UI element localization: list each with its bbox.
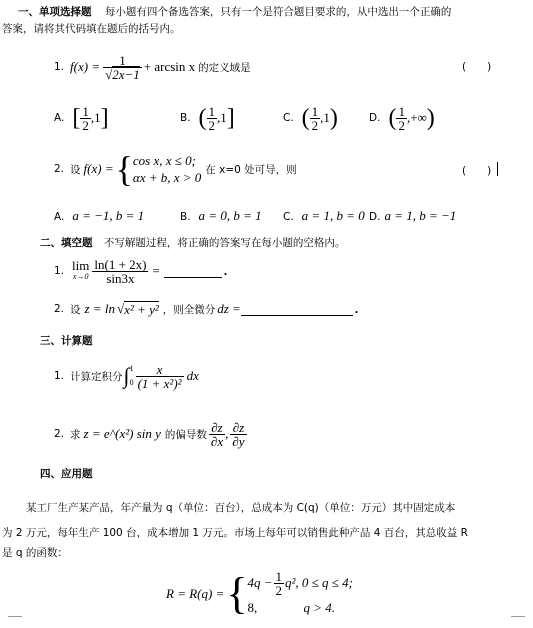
- section1-instruction: 每小题有四个备选答案，只有一个是符合题目要求的，从中选出一个正确的: [104, 6, 452, 18]
- question-suffix: 的定义域是: [198, 61, 251, 74]
- section2-title: 二、填空题: [40, 237, 93, 249]
- integral-upper: 1: [129, 364, 134, 373]
- application-line-1: 某工厂生产某产品，年产量为 q（单位：百台），总成本为 C(q)（单位：万元）其中固定成本: [26, 502, 456, 514]
- option-d: D. a = 1, b = −1: [369, 208, 457, 223]
- text-cursor: [497, 162, 498, 176]
- option-b: B. a = 0, b = 1: [180, 208, 262, 223]
- option-b: B. ( $\frac{1}{2}$ ,1 ]: [180, 103, 235, 133]
- integral-sign: ∫: [123, 363, 130, 388]
- fill-question-2: 2. 设 z = ln √ x² + y² ，则全微分 dz = .: [54, 301, 359, 317]
- page-corner-mark: [511, 616, 525, 627]
- answer-bracket: ( ): [462, 61, 492, 73]
- fraction: $\frac{x}{\text{(1 + x²)²}}$: [137, 361, 182, 391]
- revenue-function: [166, 566, 353, 622]
- section1-title: 一、单项选择题: [18, 6, 92, 18]
- section1-instruction-cont: 答案，请将其代码填在题后的括号内。: [2, 23, 181, 35]
- calc-question-1: 1. 计算定积分 ∫ 1 0 $\frac{x}{\text{(1 + x²)²}}$ dx: [54, 361, 199, 391]
- question-number: 2.: [54, 303, 65, 315]
- page-corner-mark: [8, 616, 22, 627]
- brace: {: [226, 569, 248, 618]
- function-label: f(x) =: [83, 161, 114, 176]
- answer-blank: [241, 303, 353, 316]
- q2-options: [54, 205, 474, 223]
- radicand: x² + y²: [124, 301, 159, 317]
- question-number: 2.: [54, 428, 65, 440]
- function-label: R = R(q) =: [166, 586, 225, 601]
- partial-x: $\frac{\partial z}{\partial x}$: [210, 419, 224, 449]
- integral-lower: 0: [129, 378, 134, 387]
- lim-operator: lim: [72, 258, 90, 273]
- question-number: 1.: [54, 265, 65, 277]
- question-1: [54, 52, 251, 82]
- question-prefix: 设: [70, 163, 81, 176]
- brace: {: [115, 149, 133, 189]
- expression: z = ln: [84, 301, 115, 316]
- case-2: αx + b, x > 0: [132, 170, 202, 185]
- expression: z = e^(x²) sin y: [83, 426, 161, 441]
- calc-question-2: 2. 求 z = e^(x²) sin y 的偏导数 $\frac{\partial z}{\partial x}$ , $\frac{\partial z}{\partial y}$: [54, 419, 245, 449]
- application-line-3: 是 q 的函数：: [2, 547, 68, 559]
- question-suffix: 在 x=0 处可导，则: [205, 163, 297, 176]
- case-1: cos x, x ≤ 0;: [132, 153, 196, 168]
- option-a: A. [ $\frac{1}{2}$ ,1 ]: [54, 103, 109, 133]
- answer-bracket: ( ): [462, 165, 492, 177]
- lim-subscript: x→0: [72, 272, 89, 281]
- section4-title: 四、应用题: [40, 468, 93, 480]
- section3-title: 三、计算题: [40, 335, 93, 347]
- q1-options: [54, 101, 474, 135]
- option-c: C. ( $\frac{1}{2}$ ,1 ): [283, 103, 338, 133]
- function-label: f(x) =: [70, 59, 101, 74]
- question-number: 2.: [54, 163, 65, 175]
- section1-header: [18, 4, 451, 19]
- partial-y: $\frac{\partial z}{\partial y}$: [232, 419, 245, 449]
- option-d: D. ( $\frac{1}{2}$ ,+∞ ): [369, 103, 435, 133]
- fraction: $\frac{1}{√2x-1}$: [105, 52, 140, 82]
- case-1: 4q − $\frac{1}{2}$ q², 0 ≤ q ≤ 4;: [247, 568, 353, 598]
- section2-header: [40, 235, 345, 250]
- application-line-2: 为 2 万元，每年生产 100 台，成本增加 1 万元。市场上每年可以销售此种产品 4 百台，其总收益 R: [2, 527, 468, 539]
- option-c: C. a = 1, b = 0: [283, 208, 365, 223]
- option-a: A. a = −1, b = 1: [54, 208, 145, 223]
- answer-blank: [164, 265, 222, 278]
- fraction: $\frac{\ln(1 + 2x)}{\sin 3x}$: [94, 256, 147, 286]
- question-2: [54, 149, 297, 189]
- question-number: 1.: [54, 370, 65, 382]
- fill-question-1: 1. lim x→0 $\frac{\ln(1 + 2x)}{\sin 3x}$ = .: [54, 256, 228, 286]
- section2-instruction: 不写解题过程，将正确的答案写在每小题的空格内。: [103, 237, 346, 249]
- case-2: 8, q > 4.: [247, 600, 335, 615]
- arcsin-term: + arcsin x: [143, 59, 196, 74]
- question-number: 1.: [54, 61, 65, 73]
